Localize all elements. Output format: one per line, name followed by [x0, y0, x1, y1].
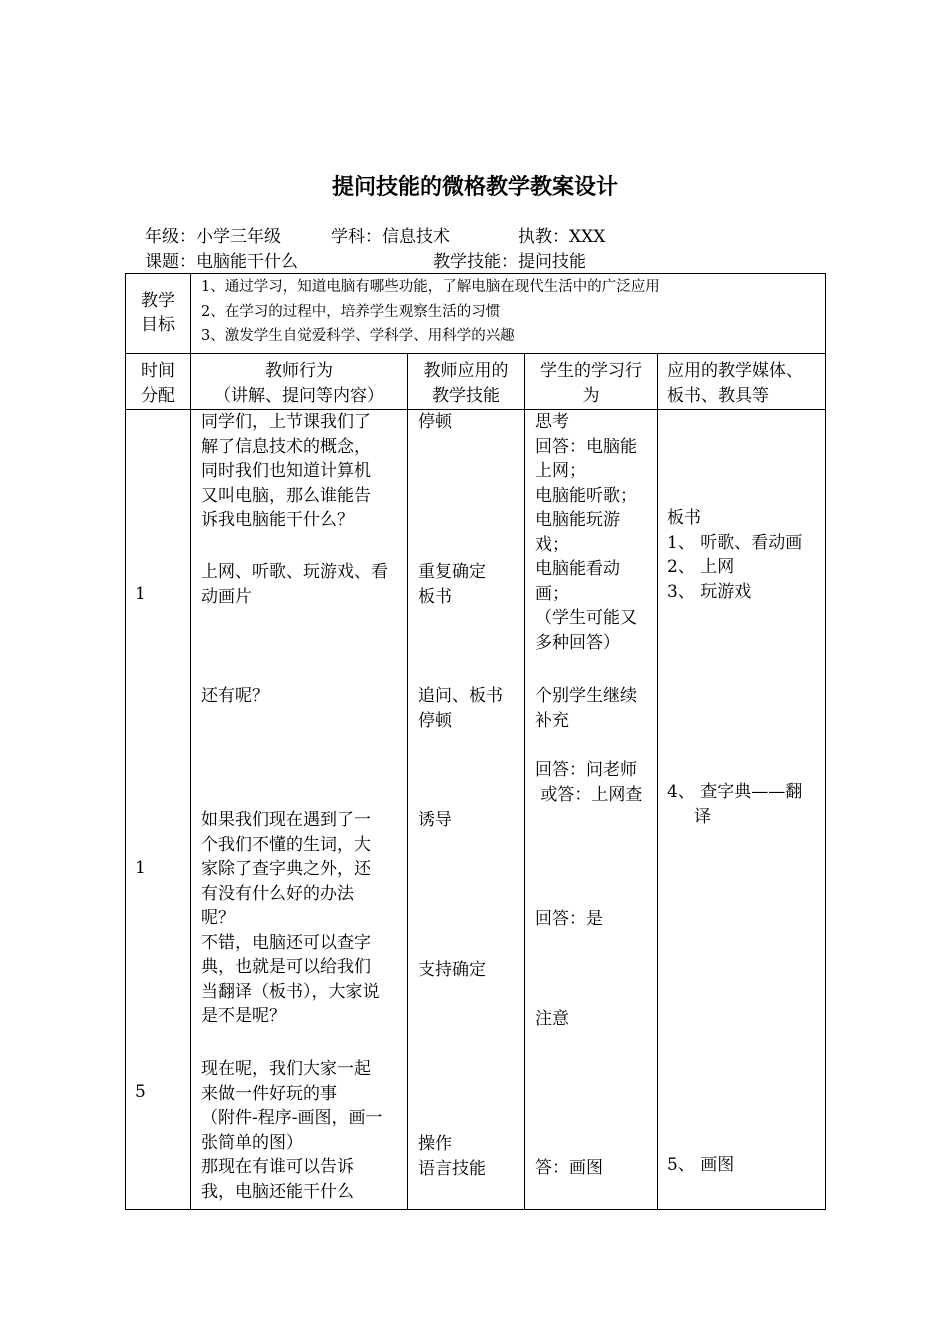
student-behavior-column	[525, 410, 657, 1209]
objectives-list	[191, 274, 825, 349]
teacher-text: 上网、听歌、玩游戏、看 动画片	[201, 562, 388, 607]
student-text: 回答：问老师 或答：上网查	[535, 760, 643, 805]
time-mark: 1	[135, 858, 146, 878]
teacher-text: 如果我们现在遇到了一 个我们不懂的生词，大 家除了查字典之外，还 有没有什么好的办法 呢？ 不错，电脑还可以查字 典，也就是可以给我们 当翻译（板书），大家说 是不是呢？	[201, 810, 380, 1026]
time-column	[126, 410, 190, 1209]
objective-item: 3、激发学生自觉爱科学、学科学、用科学的兴趣	[201, 328, 515, 344]
skill-text: 诱导	[418, 810, 452, 830]
header-teacher-behavior: 教师行为 （讲解、提问等内容）	[214, 361, 384, 406]
media-text: 4、 查字典——翻 译	[667, 782, 803, 827]
time-mark: 1	[135, 584, 146, 604]
page-title: 提问技能的微格教学教案设计	[331, 175, 618, 200]
teacher-text: 现在呢，我们大家一起 来做一件好玩的事 （附件-程序-画图，画一 张简单的图） 那现在有谁可以告诉 我，电脑还能干什么	[201, 1059, 383, 1202]
student-text: 注意	[535, 1009, 569, 1029]
teacher-label: 执教：XXX	[518, 227, 606, 247]
student-text: 答：画图	[535, 1158, 603, 1178]
student-text: 个别学生继续 补充	[535, 686, 637, 731]
media-text: 5、 画图	[667, 1155, 735, 1175]
teacher-behavior-column	[191, 410, 407, 1209]
header-time: 时间 分配	[141, 361, 175, 406]
skill-text: 停顿	[418, 412, 452, 432]
skill-label: 教学技能：提问技能	[433, 252, 586, 272]
teacher-text: 还有呢？	[201, 686, 269, 706]
time-mark: 5	[135, 1082, 146, 1102]
media-column	[658, 410, 825, 1209]
objectives-row	[126, 274, 826, 354]
skill-text: 操作 语言技能	[418, 1134, 486, 1179]
grade-label: 年级：小学三年级	[145, 227, 281, 247]
skill-text: 重复确定 板书	[418, 562, 486, 607]
header-media: 应用的教学媒体、 板书、教具等	[667, 361, 803, 406]
subject-label: 学科：信息技术	[331, 227, 450, 247]
objective-item: 2、在学习的过程中，培养学生观察生活的习惯	[201, 303, 501, 320]
topic-label: 课题：电脑能干什么	[145, 252, 298, 272]
skill-text: 支持确定	[418, 960, 486, 980]
objective-item: 1、通过学习，知道电脑有哪些功能，了解电脑在现代生活中的广泛应用	[201, 279, 660, 295]
content-row	[126, 410, 826, 1210]
media-text: 板书 1、 听歌、看动画 2、 上网 3、 玩游戏	[667, 508, 803, 602]
objectives-label: 教学 目标	[141, 291, 175, 335]
student-text: 思考 回答：电脑能 上网； 电脑能听歌； 电脑能玩游 戏； 电脑能看动 画； （学生可能又 多种回答）	[535, 412, 637, 653]
header-teacher-skill: 教师应用的 教学技能	[423, 361, 509, 406]
teacher-text: 同学们，上节课我们了 解了信息技术的概念， 同时我们也知道计算机 又叫电脑，那么谁能告 诉我电脑能干什么？	[201, 412, 371, 530]
student-text: 回答：是	[535, 909, 603, 929]
teacher-skill-column	[408, 410, 524, 1209]
skill-text: 追问、板书 停顿	[418, 686, 503, 731]
header-row	[126, 354, 826, 410]
lesson-plan-table	[125, 273, 826, 1210]
header-student-behavior: 学生的学习行 为	[540, 361, 642, 406]
